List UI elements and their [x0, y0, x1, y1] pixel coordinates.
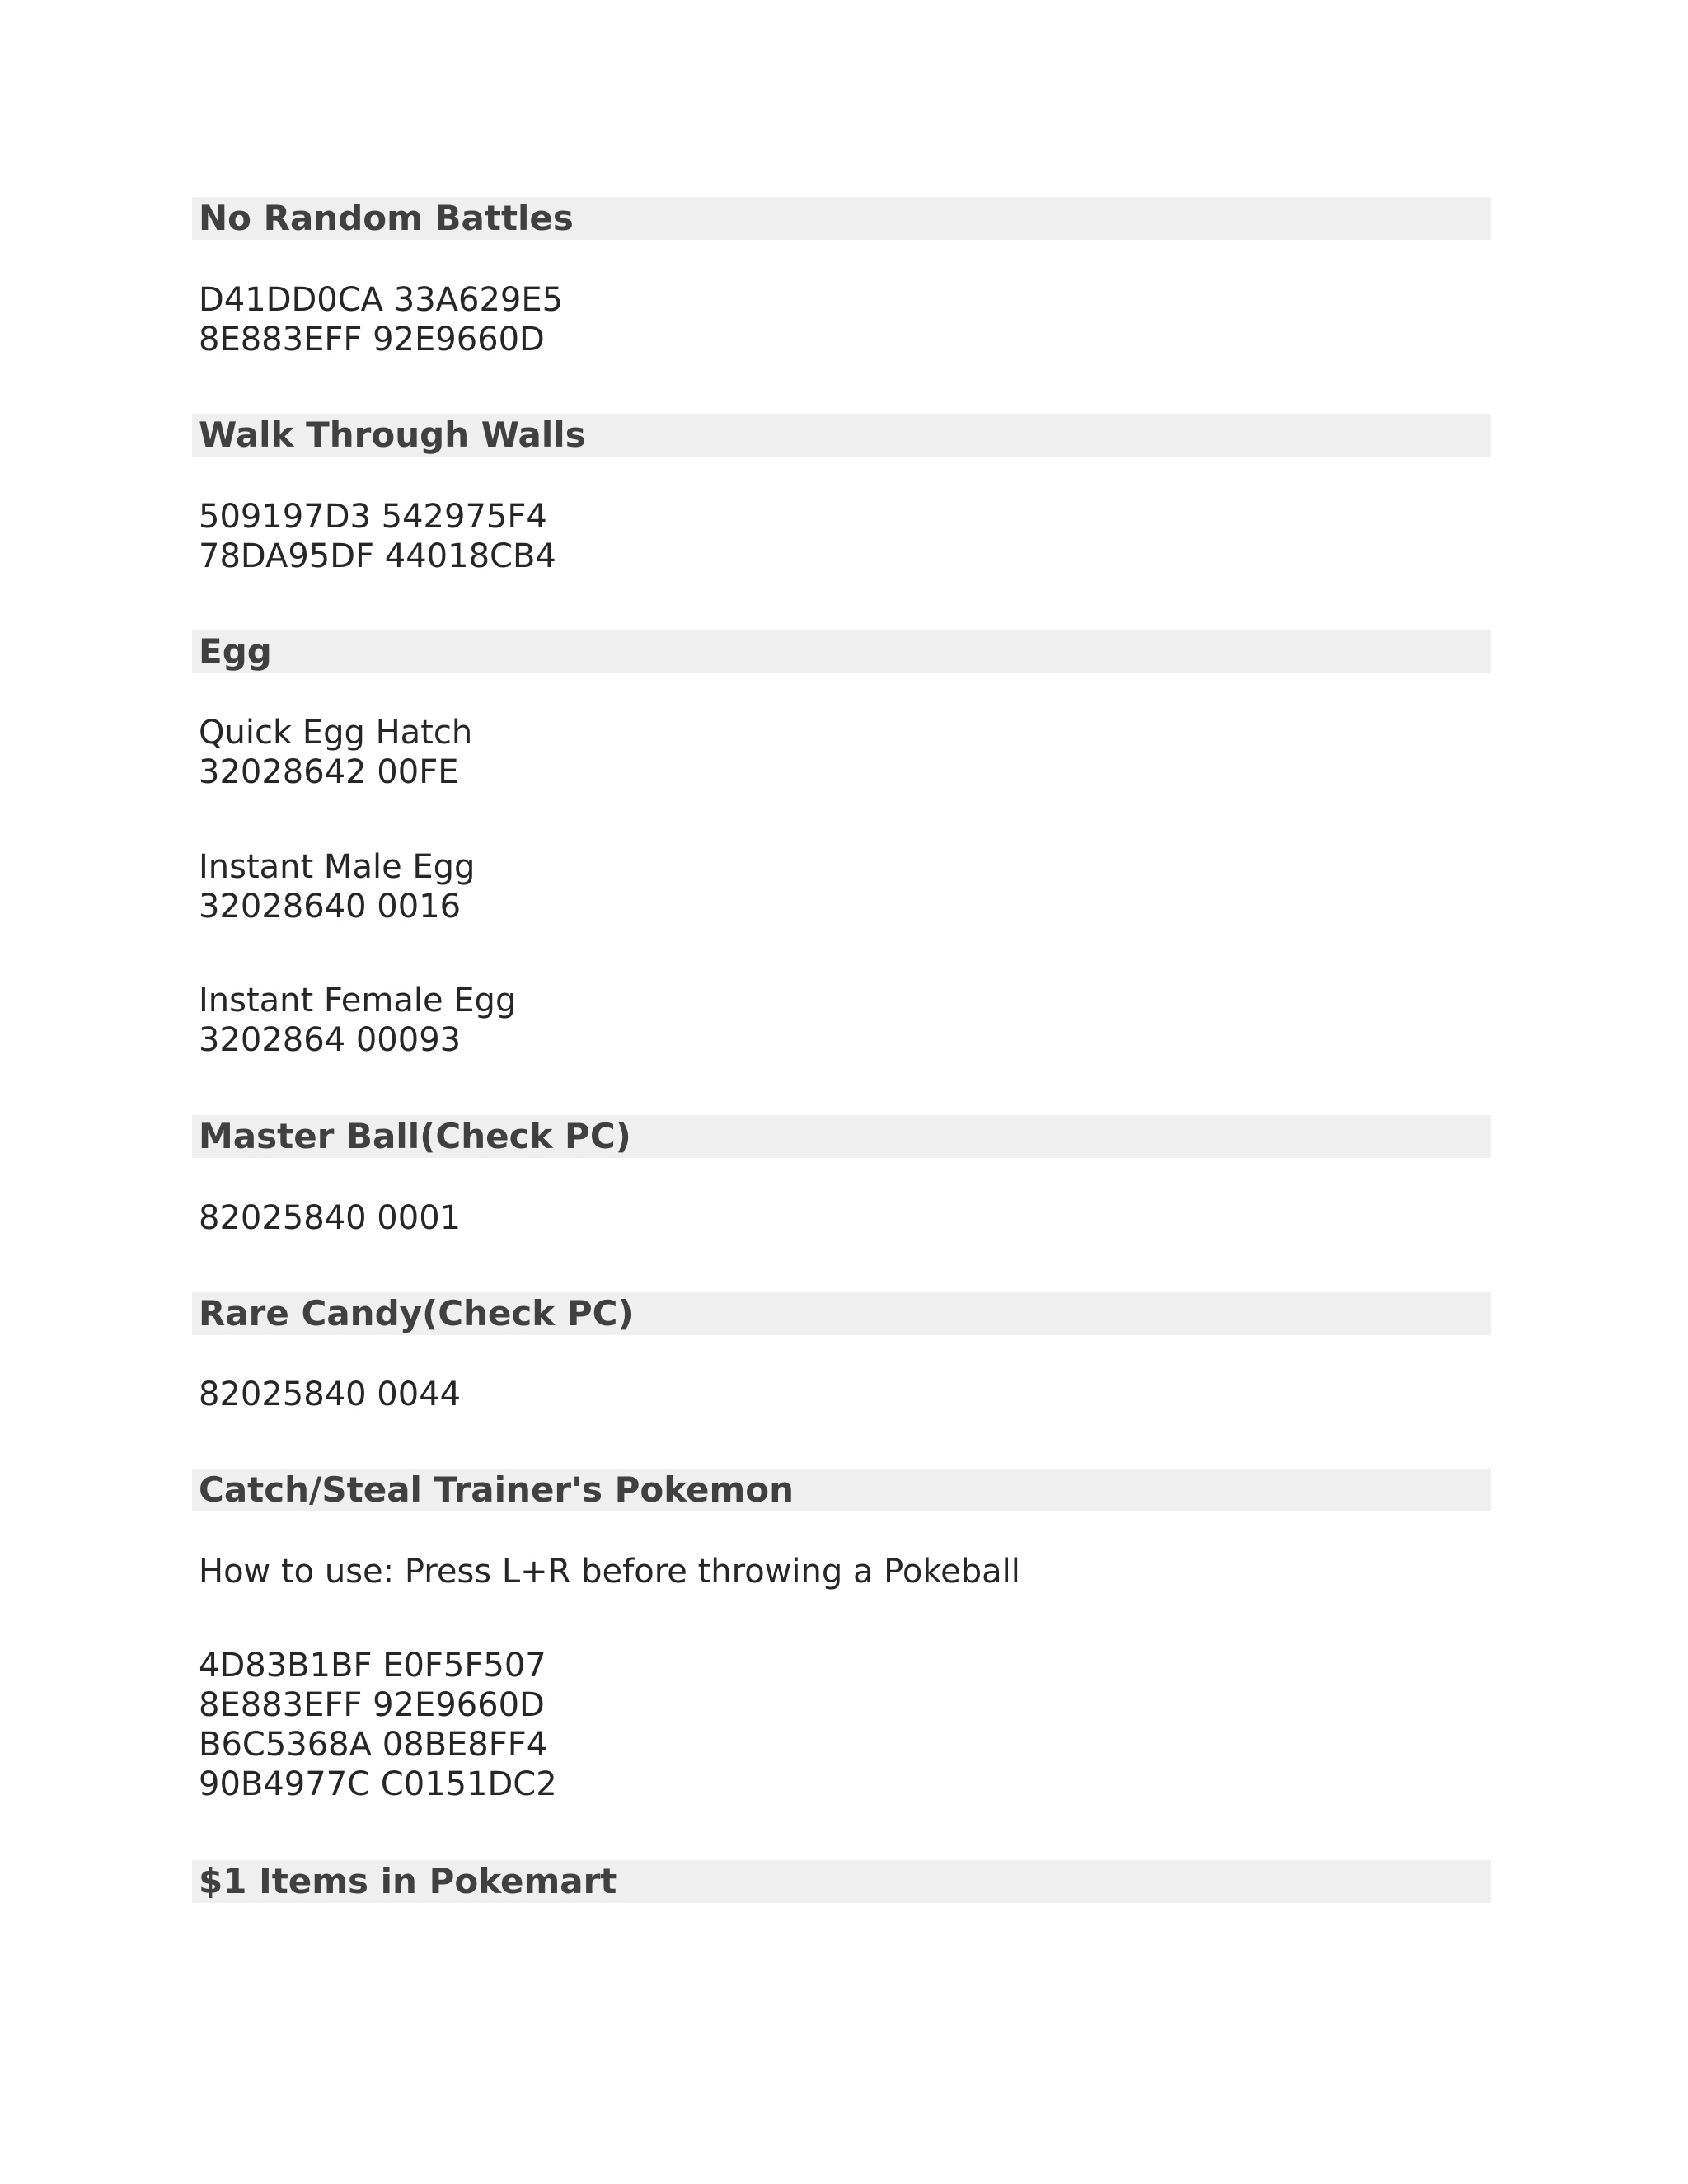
- code-line: 82025840 0044: [199, 1376, 462, 1413]
- code-line: 32028640 0016: [199, 888, 462, 926]
- usage-note: [199, 1552, 1020, 1591]
- section-title: Rare Candy(Check PC): [199, 1293, 634, 1333]
- code-line: 78DA95DF 44018CB4: [199, 537, 556, 575]
- section-header-no-random-battles: [192, 197, 1491, 240]
- code-block: [199, 497, 556, 576]
- section-header-rare-candy: [192, 1292, 1491, 1335]
- code-line: 3202864 00093: [199, 1021, 462, 1059]
- code-line: 82025840 0001: [199, 1199, 462, 1237]
- code-line: D41DD0CA 33A629E5: [199, 281, 564, 319]
- usage-text: How to use: Press L+R before throwing a Pokeball: [199, 1553, 1020, 1591]
- section-header-walk-through-walls: [192, 414, 1491, 457]
- code-line: 509197D3 542975F4: [199, 498, 547, 536]
- code-line: 90B4977C C0151DC2: [199, 1765, 557, 1803]
- code-block: [199, 1375, 461, 1414]
- section-title: Master Ball(Check PC): [199, 1116, 631, 1156]
- section-title: Egg: [199, 631, 272, 672]
- code-block-quick-egg-hatch: [199, 713, 472, 792]
- code-label: Instant Female Egg: [199, 982, 517, 1019]
- section-title: $1 Items in Pokemart: [199, 1861, 617, 1901]
- section-header-master-ball: [192, 1115, 1491, 1158]
- code-label: Quick Egg Hatch: [199, 714, 473, 752]
- code-block: [199, 1646, 557, 1804]
- code-line: 8E883EFF 92E9660D: [199, 321, 545, 359]
- section-title: Walk Through Walls: [199, 415, 586, 455]
- code-label: Instant Male Egg: [199, 848, 476, 886]
- code-block: [199, 1198, 461, 1238]
- section-title: Catch/Steal Trainer's Pokemon: [199, 1469, 795, 1510]
- code-line: 4D83B1BF E0F5F507: [199, 1647, 546, 1685]
- code-block-instant-female-egg: [199, 981, 516, 1060]
- code-block: [199, 280, 563, 359]
- section-title: No Random Battles: [199, 198, 574, 238]
- section-header-catch-steal: [192, 1469, 1491, 1511]
- code-block-instant-male-egg: [199, 847, 475, 926]
- section-header-pokemart: [192, 1860, 1491, 1903]
- code-line: 32028642 00FE: [199, 753, 459, 791]
- code-line: B6C5368A 08BE8FF4: [199, 1726, 548, 1764]
- section-header-egg: [192, 630, 1491, 673]
- code-line: 8E883EFF 92E9660D: [199, 1686, 545, 1724]
